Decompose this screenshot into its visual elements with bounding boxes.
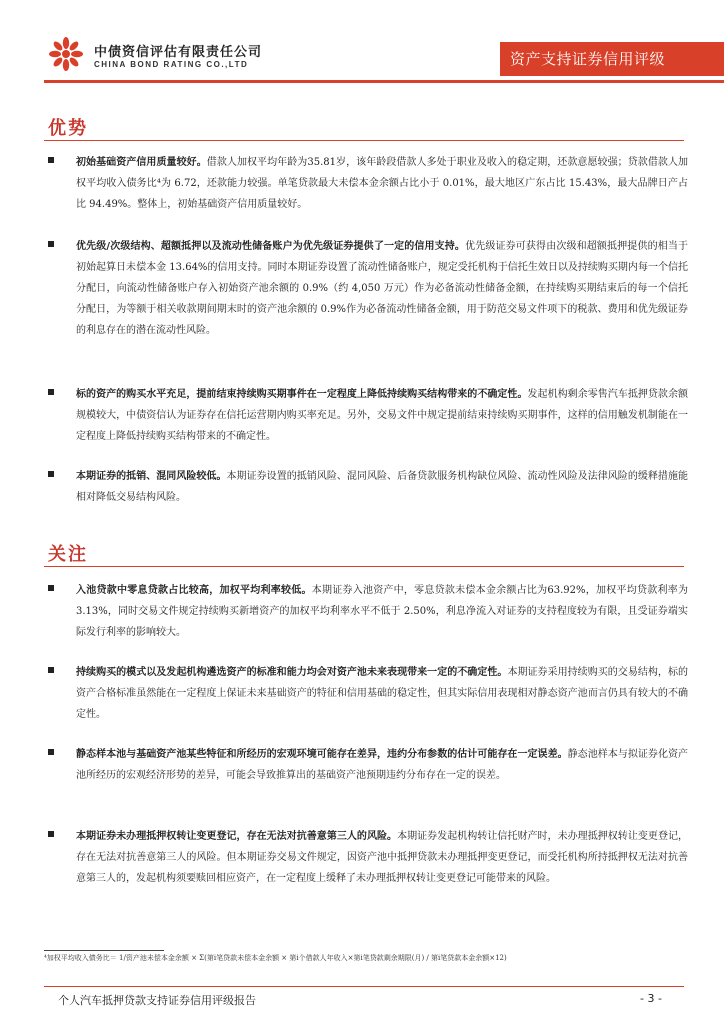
item-body: 借款人加权平均年龄为35.81岁，该年龄段借款人多处于职业及收入的稳定期，还款意愿较强；贷款借款人加权平均收入债务比⁴为 6.72，还款能力较强。单笔贷款最大未偿本金余额占比小于 0.01%，最大地区广东占比 15.43%，最大品牌日产占比 94.49%。整体上，初始基础资产信用质量较好。 [76, 157, 688, 210]
list-item [48, 744, 688, 786]
section-title-advantages: 优势 [48, 118, 88, 139]
header-divider [44, 80, 724, 83]
section-title-concerns: 关注 [48, 544, 88, 565]
item-lead: 本期证券的抵销、混同风险较低。 [76, 471, 227, 482]
footer-title: 个人汽车抵押贷款支持证券信用评级报告 [58, 994, 256, 1007]
bullet-icon [48, 389, 54, 395]
item-lead: 入池贷款中零息贷款占比较高，加权平均利率较低。 [76, 585, 312, 596]
item-lead: 标的资产的购买水平充足，提前结束持续购买期事件在一定程度上降低持续购买结构带来的不确定性。 [76, 389, 528, 400]
list-item [48, 826, 688, 889]
item-body: 本期证券采用持续购买的交易结构，标的资产合格标准虽然能在一定程度上保证未来基础资产的特征和信用基础的稳定性，但其实际信用表现相对静态资产池而言仍具有较大的不确定性。 [76, 667, 689, 720]
list-item [48, 466, 688, 508]
list-item [48, 236, 688, 341]
bullet-icon [48, 667, 54, 673]
bullet-icon [48, 471, 54, 477]
page-header [0, 0, 724, 92]
item-lead: 优先级/次级结构、超额抵押以及流动性储备账户为优先级证券提供了一定的信用支持。 [76, 241, 466, 252]
section-divider [44, 566, 684, 567]
item-lead: 静态样本池与基础资产池某些特征和所经历的宏观环境可能存在差异，违约分布参数的估计可能存在一定误差。 [76, 749, 568, 760]
header-banner: 资产支持证券信用评级 [500, 42, 724, 76]
company-logo-icon [44, 36, 88, 72]
bullet-icon [48, 241, 54, 247]
bullet-icon [48, 585, 54, 591]
bullet-icon [48, 831, 54, 837]
item-lead: 本期证券未办理抵押权转让变更登记，存在无法对抗善意第三人的风险。 [76, 831, 398, 842]
company-name-cn: 中债资信评估有限责任公司 [94, 45, 263, 60]
item-lead: 初始基础资产信用质量较好。 [76, 157, 207, 168]
list-item [48, 152, 688, 215]
item-body: 本期证券设置的抵销风险、混同风险、后备贷款服务机构缺位风险、流动性风险及法律风险的缓释措施能相对降低交易结构风险。 [76, 471, 688, 503]
item-body: 本期证券入池资产中，零息贷款未偿本金余额占比为63.92%，加权平均贷款利率为 3.13%，同时交易文件规定持续购买新增资产的加权平均利率水平不低于 2.50%，利息净流入对证券的支持程度较为有限，且受证券端实际发行利率的影响较大。 [76, 585, 688, 638]
list-item [48, 580, 688, 643]
bullet-icon [48, 749, 54, 755]
footnote-divider [44, 950, 164, 951]
page-number: - 3 - [640, 992, 662, 1005]
item-body: 本期证券发起机构转让信托财产时，未办理抵押权转让变更登记，存在无法对抗善意第三人的风险。但本期证券交易文件规定，因资产池中抵押贷款未办理抵押变更登记，而受托机构所持抵押权无法对抗善意第三人的，发起机构须要赎回相应资产，在一定程度上缓释了未办理抵押权转让变更登记可能带来的风险。 [76, 831, 689, 884]
item-body: 优先级证券可获得由次级和超额抵押提供的相当于初始起算日未偿本金 13.64%的信用支持。同时本期证券设置了流动性储备账户，规定受托机构于信托生效日以及持续购买期内每一个信托分配日，向流动性储备账户存入初始资产池余额的 0.9%（约 4,050 万元）作为必备流动性储备金额，在持续购买期结束后的每一个信托分配日，为等额于相关收款期间期末时的资产池余额的 0.9%作为必备流动性储备金额，用于防范交易文件项下的税款、费用和优先级证券的利息存在的潜在流动性风险。 [76, 241, 688, 336]
bullet-icon [48, 157, 54, 163]
item-body: 静态池样本与拟证券化资产池所经历的宏观经济形势的差异，可能会导致推算出的基础资产池预期违约分布存在一定的误差。 [76, 749, 689, 781]
footer-divider [44, 986, 684, 987]
item-body: 发起机构剩余零售汽车抵押贷款余额规模较大，中债资信认为证券存在信托运营期内购买率充足。另外，交易文件中规定提前结束持续购买期事件，这样的信用触发机制能在一定程度上降低持续购买结构带来的不确定性。 [76, 389, 689, 442]
item-lead: 持续购买的模式以及发起机构遴选资产的标准和能力均会对资产池未来表现带来一定的不确定性。 [76, 667, 508, 678]
list-item [48, 662, 688, 725]
list-item [48, 384, 688, 447]
footnote: ⁴加权平均收入债务比＝ 1/资产池未偿本金余额 × Σ(第i笔贷款未偿本金余额 × 第i个借款人年收入×第i笔贷款剩余期限(月) / 第i笔贷款本金余额×12) [44, 954, 507, 962]
section-divider [44, 140, 684, 141]
company-name-en: CHINA BOND RATING CO.,LTD [94, 60, 249, 69]
